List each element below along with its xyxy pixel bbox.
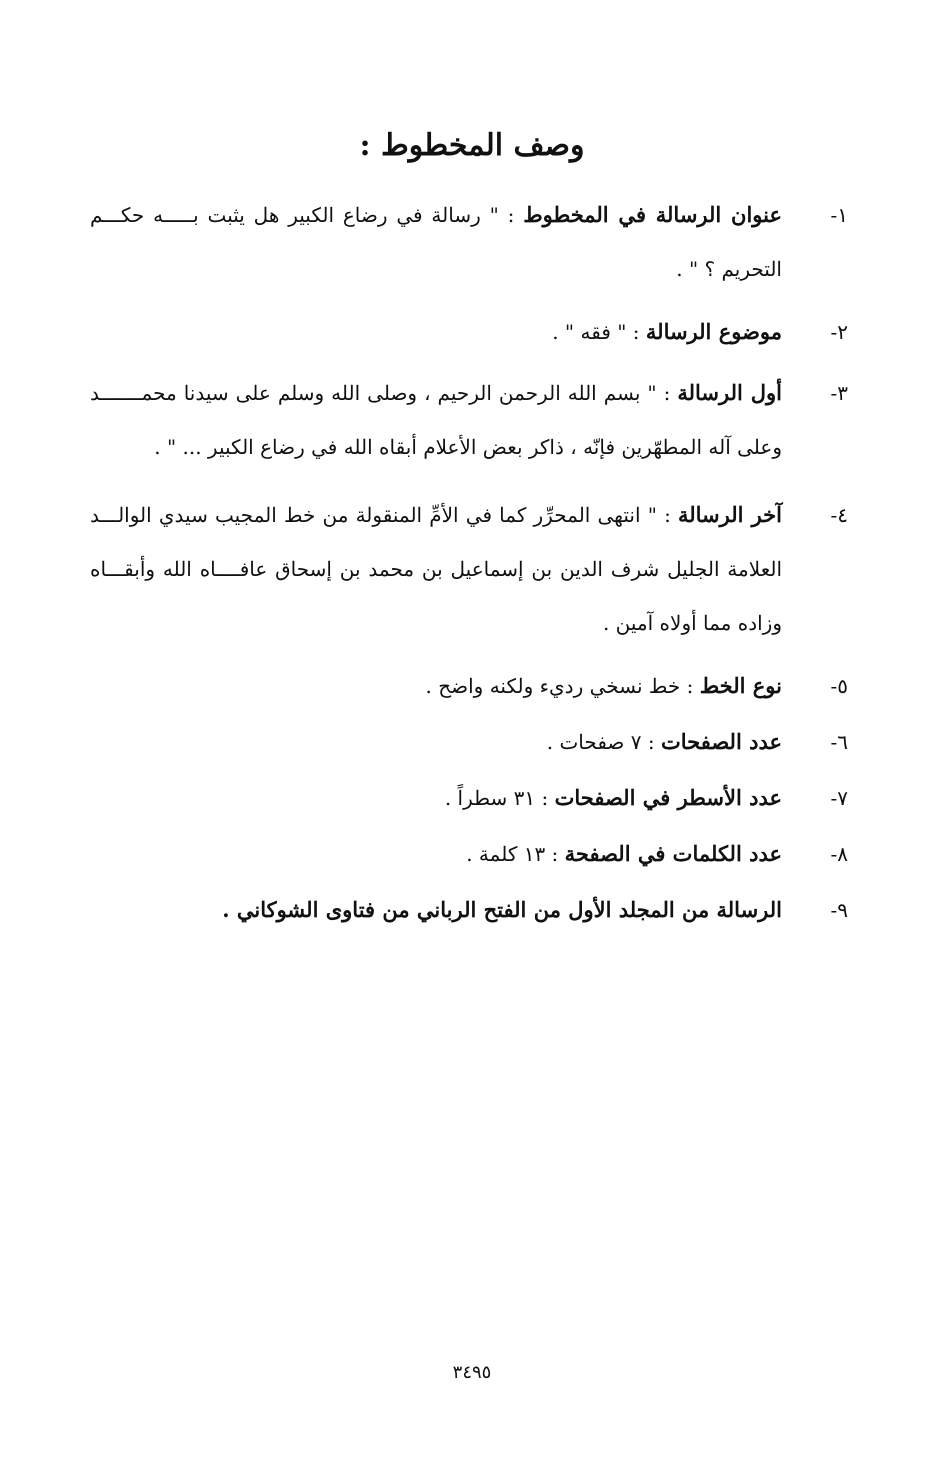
item-text: : " رسالة في رضاع الكبير هل يثبت بـــــه حكـــم التحريم ؟ " . — [90, 203, 782, 281]
list-item — [90, 776, 848, 820]
item-number: ١- — [830, 203, 848, 227]
list-item — [90, 720, 848, 764]
item-text: : " فقه " . — [552, 320, 646, 344]
page-title: وصف المخطوط : — [359, 128, 585, 163]
page-number: ٣٤٩٥ — [452, 1362, 492, 1383]
list-item — [90, 832, 848, 876]
item-label: أول الرسالة — [677, 380, 782, 405]
list-item — [90, 188, 848, 296]
list-item — [90, 366, 848, 474]
item-text: : ١٣ كلمة . — [466, 842, 565, 866]
item-label: عدد الكلمات في الصفحة — [564, 841, 782, 866]
item-label: عنوان الرسالة في المخطوط — [523, 202, 783, 227]
item-number: ٥- — [830, 674, 848, 698]
item-number: ٧- — [830, 786, 848, 810]
list-item — [90, 888, 848, 932]
item-number: ٣- — [830, 381, 848, 405]
item-label: عدد الأسطر في الصفحات — [554, 785, 782, 810]
item-label: نوع الخط — [699, 673, 782, 698]
item-number: ٢- — [830, 320, 848, 344]
item-label: موضوع الرسالة — [645, 319, 782, 344]
item-label: عدد الصفحات — [660, 729, 782, 754]
item-text: : " انتهى المحرِّر كما في الأمِّ المنقولة من خط المجيب سيدي الوالـــد العلامة الجليل شرف الدين بن إسماعيل بن محمد بن إسحاق عافــــاه الله وأبقـــاه وزاده مما أولاه آمين . — [90, 503, 782, 635]
item-label: الرسالة من المجلد الأول من الفتح الرباني من فتاوى الشوكاني . — [222, 897, 782, 922]
item-number: ٦- — [830, 730, 848, 754]
item-number: ٨- — [830, 842, 848, 866]
item-text: : خط نسخي رديء ولكنه واضح . — [425, 674, 700, 698]
item-number: ٤- — [830, 503, 848, 527]
list-item — [90, 488, 848, 650]
list-item — [90, 664, 848, 708]
list-item — [90, 310, 848, 354]
item-text: : ٧ صفحات . — [546, 730, 661, 754]
item-text: : ٣١ سطراً . — [444, 786, 555, 810]
manuscript-description-list — [90, 188, 848, 944]
item-number: ٩- — [830, 898, 848, 922]
item-label: آخر الرسالة — [678, 502, 782, 527]
item-text: : " بسم الله الرحمن الرحيم ، وصلى الله وسلم على سيدنا محمـــــــد وعلى آله المطهّرين فإنّه ، ذاكر بعض الأعلام أبقاه الله في رضاع الكبير ... " . — [90, 381, 782, 459]
